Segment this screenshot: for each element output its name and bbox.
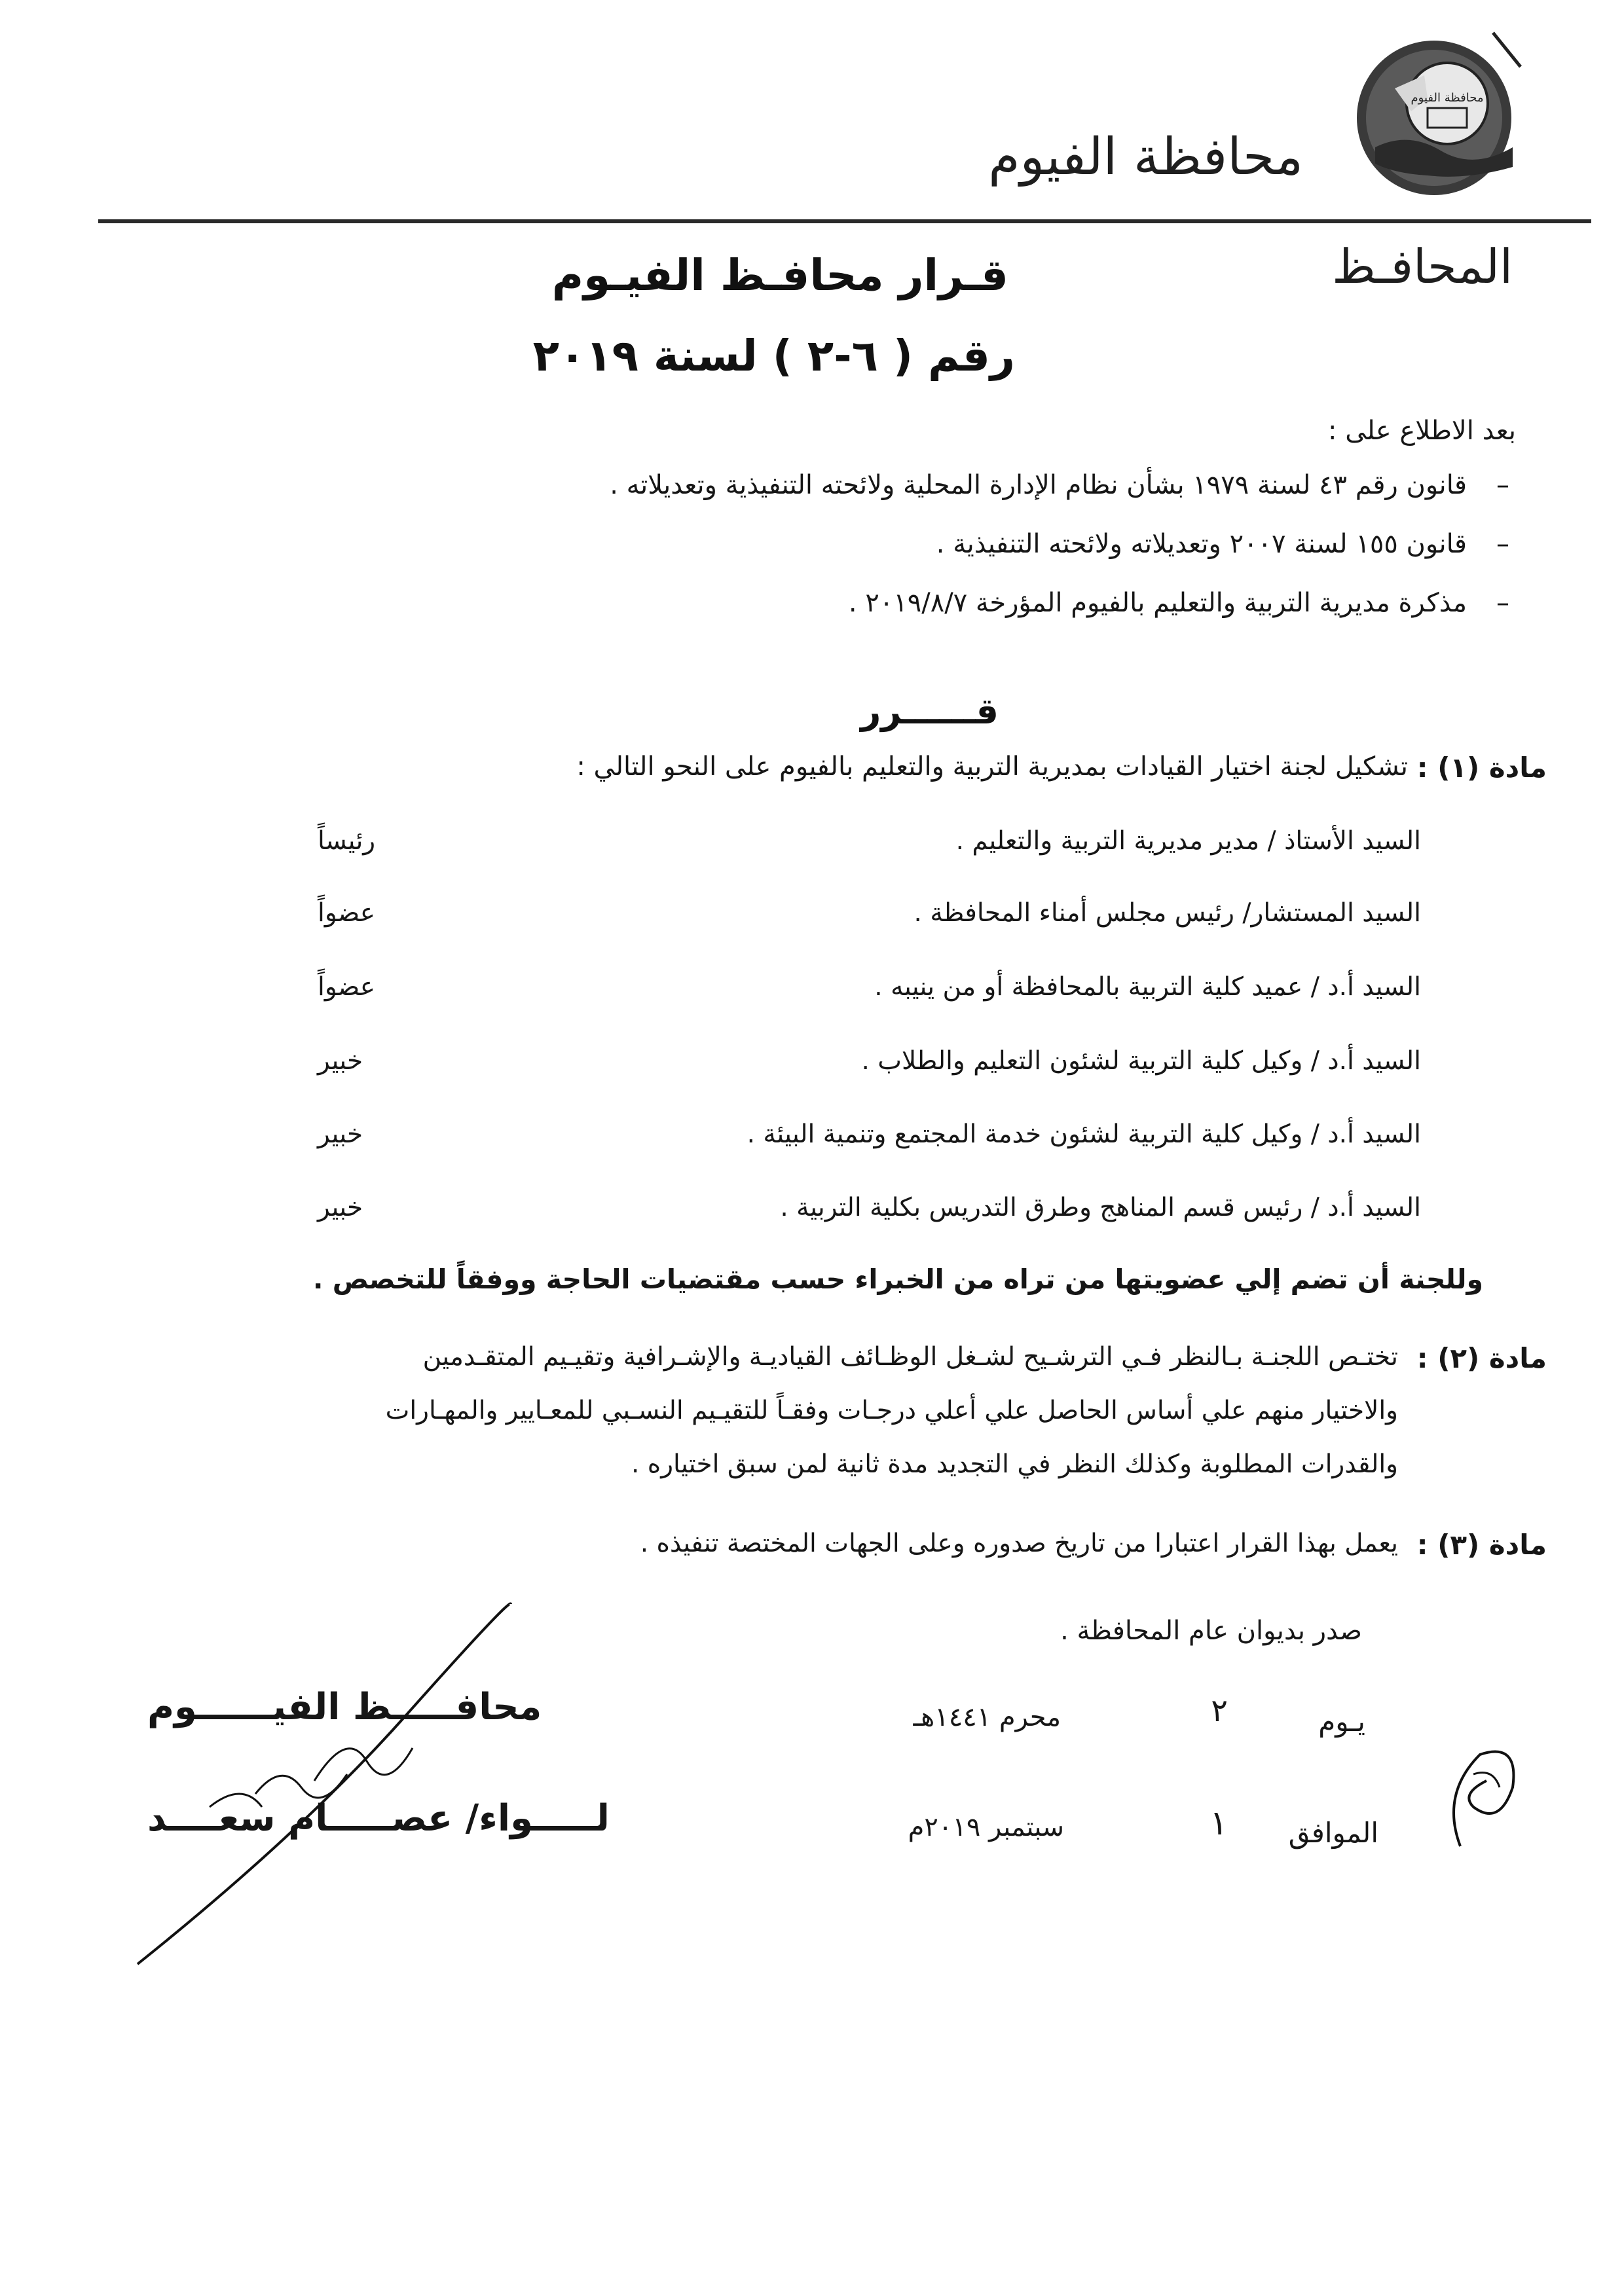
article-2-label: مادة (٢) : [1416,1342,1547,1374]
day-label: يـوم [1318,1705,1365,1738]
member-role: خبير [318,1193,363,1222]
article-1-label: مادة (١) : [1416,752,1547,784]
reference-bullet: – [1496,470,1509,500]
gregorian-date: سبتمبر ٢٠١٩م [908,1812,1064,1842]
member-role: خبير [318,1120,363,1149]
gregorian-day: ١ [1209,1804,1228,1843]
reference-bullet: – [1496,588,1509,618]
committee-member: السيد أ.د / رئيس قسم المناهج وطرق التدريس بكلية التربية . [780,1193,1421,1222]
decree-number: رقم ( ٦-٢ ) لسنة ٢٠١٩ [532,331,1015,381]
committee-member: السيد المستشار/ رئيس مجلس أمناء المحافظة . [913,898,1421,928]
preamble-intro: بعد الاطلاع على : [1328,416,1516,446]
margin-initials [1434,1728,1532,1859]
governorate-name: محافظة الفيوم [988,128,1303,187]
article-3-label: مادة (٣) : [1416,1529,1547,1561]
issued-at: صدر بديوان عام المحافظة . [1060,1616,1362,1646]
day-value: ٢ [1211,1692,1228,1729]
member-role: عضواً [318,972,376,1002]
hijri-date: محرم ١٤٤١هـ [913,1702,1061,1732]
corresponding-label: الموافق [1288,1817,1378,1849]
svg-text:محافظة الفيوم: محافظة الفيوم [1411,91,1484,105]
article-3-text: يعمل بهذا القرار اعتبارا من تاريخ صدوره وعلى الجهات المختصة تنفيذه . [640,1529,1398,1558]
committee-member: السيد الأستاذ / مدير مديرية التربية والتعليم . [955,826,1421,856]
reference-item: قانون ١٥٥ لسنة ٢٠٠٧ وتعديلاته ولائحته التنفيذية . [936,529,1467,559]
committee-member: السيد أ.د / وكيل كلية التربية لشئون التعليم والطلاب . [861,1046,1421,1076]
article-2-line: والقدرات المطلوبة وكذلك النظر في التجديد مدة ثانية لمن سبق اختياره . [631,1449,1398,1479]
committee-member: السيد أ.د / وكيل كلية التربية لشئون خدمة المجتمع وتنمية البيئة . [747,1120,1421,1149]
header-divider [98,219,1591,223]
decree-title: قـرار محافـظ الفيـوم [551,250,1008,301]
signatory-title: محافـــــظ الفيــــــوم [147,1686,542,1728]
article-2-line: والاختيار منهم علي أساس الحاصل علي أعلي درجـات وفقـاً للتقيـيم النسـبي للمعـايير والمهـارات [385,1396,1398,1425]
office-label: المحافـظ [1332,239,1513,294]
handwritten-signature [131,1597,602,1990]
article-1-text: تشكيل لجنة اختيار القيادات بمديرية التربية والتعليم بالفيوم على النحو التالي : [576,752,1408,782]
committee-member: السيد أ.د / عميد كلية التربية بالمحافظة أو من ينيبه . [874,972,1421,1002]
reference-item: مذكرة مديرية التربية والتعليم بالفيوم المؤرخة ٢٠١٩/٨/٧ . [848,588,1467,618]
member-role: رئيساً [318,826,376,856]
signatory-name: لـــــواء/ عصـــــام سعــــد [147,1797,610,1840]
governorate-seal [1349,26,1526,203]
member-role: خبير [318,1046,363,1076]
article-2-line: تختـص اللجنـة بـالنظر فـي الترشـيح لشـغل الوظـائف القياديـة والإشـرافية وتقيـيم المتقـدمين [422,1342,1398,1372]
decree-heading: قــــــرر [860,691,999,732]
member-role: عضواً [318,898,376,928]
reference-item: قانون رقم ٤٣ لسنة ١٩٧٩ بشأن نظام الإدارة المحلية ولائحته التنفيذية وتعديلاته . [610,470,1467,500]
reference-bullet: – [1496,529,1509,559]
experts-note: وللجنة أن تضم إلي عضويتها من تراه من الخبراء حسب مقتضيات الحاجة ووفقاً للتخصص . [312,1264,1483,1295]
